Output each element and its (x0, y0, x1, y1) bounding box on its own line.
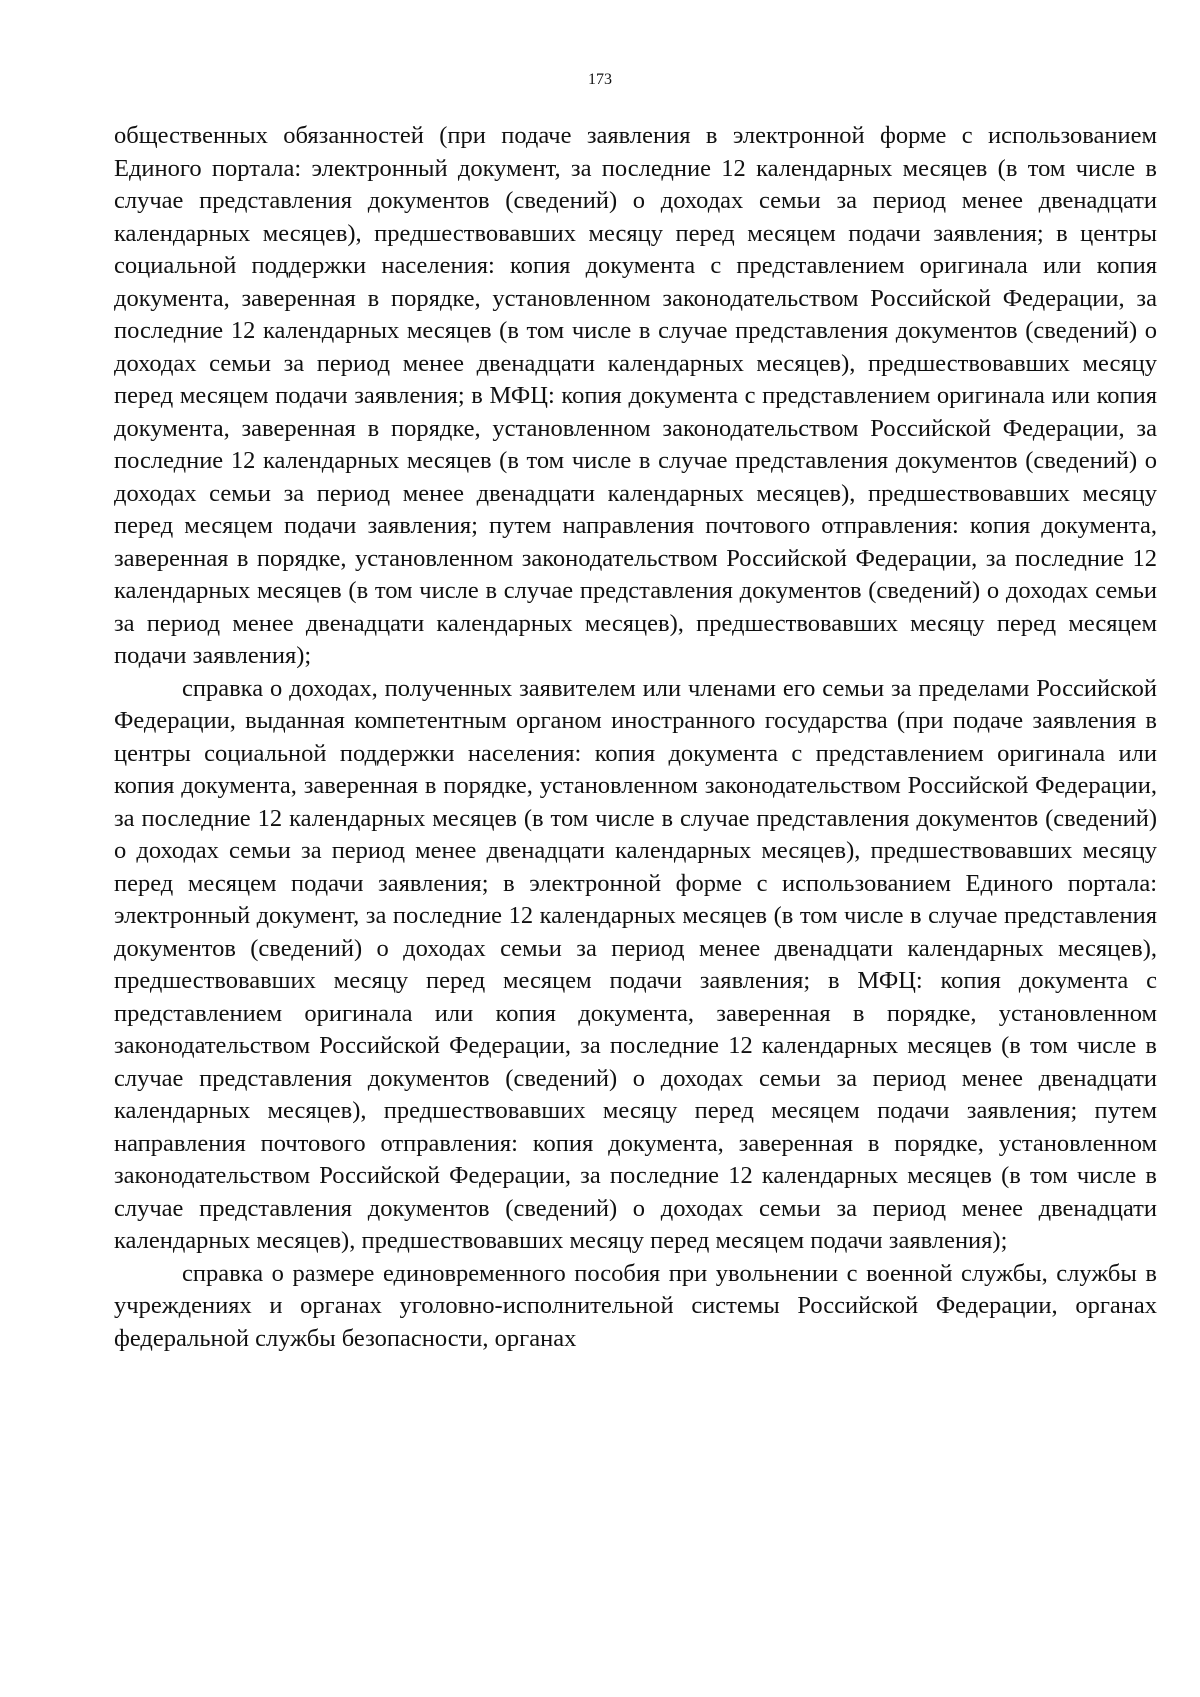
paragraph-continuation: общественных обязанностей (при подаче заявления в электронной форме с использованием Единого портала: электронный документ, за последние 12 календарных месяцев (в том числе в случае представления документов (сведений) о доходах семьи за период менее двенадцати календарных месяцев), предшествовавших месяцу перед месяцем подачи заявления; в центры социальной поддержки населения: копия документа с представлением оригинала или копия документа, заверенная в порядке, установленном законодательством Российской Федерации, за последние 12 календарных месяцев (в том числе в случае представления документов (сведений) о доходах семьи за период менее двенадцати календарных месяцев), предшествовавших месяцу перед месяцем подачи заявления; в МФЦ: копия документа с представлением оригинала или копия документа, заверенная в порядке, установленном законодательством Российской Федерации, за последние 12 календарных месяцев (в том числе в случае представления документов (сведений) о доходах семьи за период менее двенадцати календарных месяцев), предшествовавших месяцу перед месяцем подачи заявления; путем направления почтового отправления: копия документа, заверенная в порядке, установленном законодательством Российской Федерации, за последние 12 календарных месяцев (в том числе в случае представления документов (сведений) о доходах семьи за период менее двенадцати календарных месяцев), предшествовавших месяцу перед месяцем подачи заявления); (114, 122, 1157, 669)
paragraph-severance-allowance-certificate: справка о размере единовременного пособия при увольнении с военной службы, службы в учреждениях и органах уголовно-исполнительной системы Российской Федерации, органах федеральной службы безопасности, органах (114, 1259, 1157, 1352)
page-number: 173 (588, 71, 612, 88)
document-body (114, 120, 1157, 1355)
paragraph-foreign-income-certificate: справка о доходах, полученных заявителем или членами его семьи за пределами Российской Федерации, выданная компетентным органом иностранного государства (при подаче заявления в центры социальной поддержки населения: копия документа с представлением оригинала или копия документа, заверенная в порядке, установленном законодательством Российской Федерации, за последние 12 календарных месяцев (в том числе в случае представления документов (сведений) о доходах семьи за период менее двенадцати календарных месяцев), предшествовавших месяцу перед месяцем подачи заявления; в электронной форме с использованием Единого портала: электронный документ, за последние 12 календарных месяцев (в том числе в случае представления документов (сведений) о доходах семьи за период менее двенадцати календарных месяцев), предшествовавших месяцу перед месяцем подачи заявления; в МФЦ: копия документа с представлением оригинала или копия документа, заверенная в порядке, установленном законодательством Российской Федерации, за последние 12 календарных месяцев (в том числе в случае представления документов (сведений) о доходах семьи за период менее двенадцати календарных месяцев), предшествовавших месяцу перед месяцем подачи заявления; путем направления почтового отправления: копия документа, заверенная в порядке, установленном законодательством Российской Федерации, за последние 12 календарных месяцев (в том числе в случае представления документов (сведений) о доходах семьи за период менее двенадцати календарных месяцев), предшествовавших месяцу перед месяцем подачи заявления); (114, 674, 1157, 1254)
